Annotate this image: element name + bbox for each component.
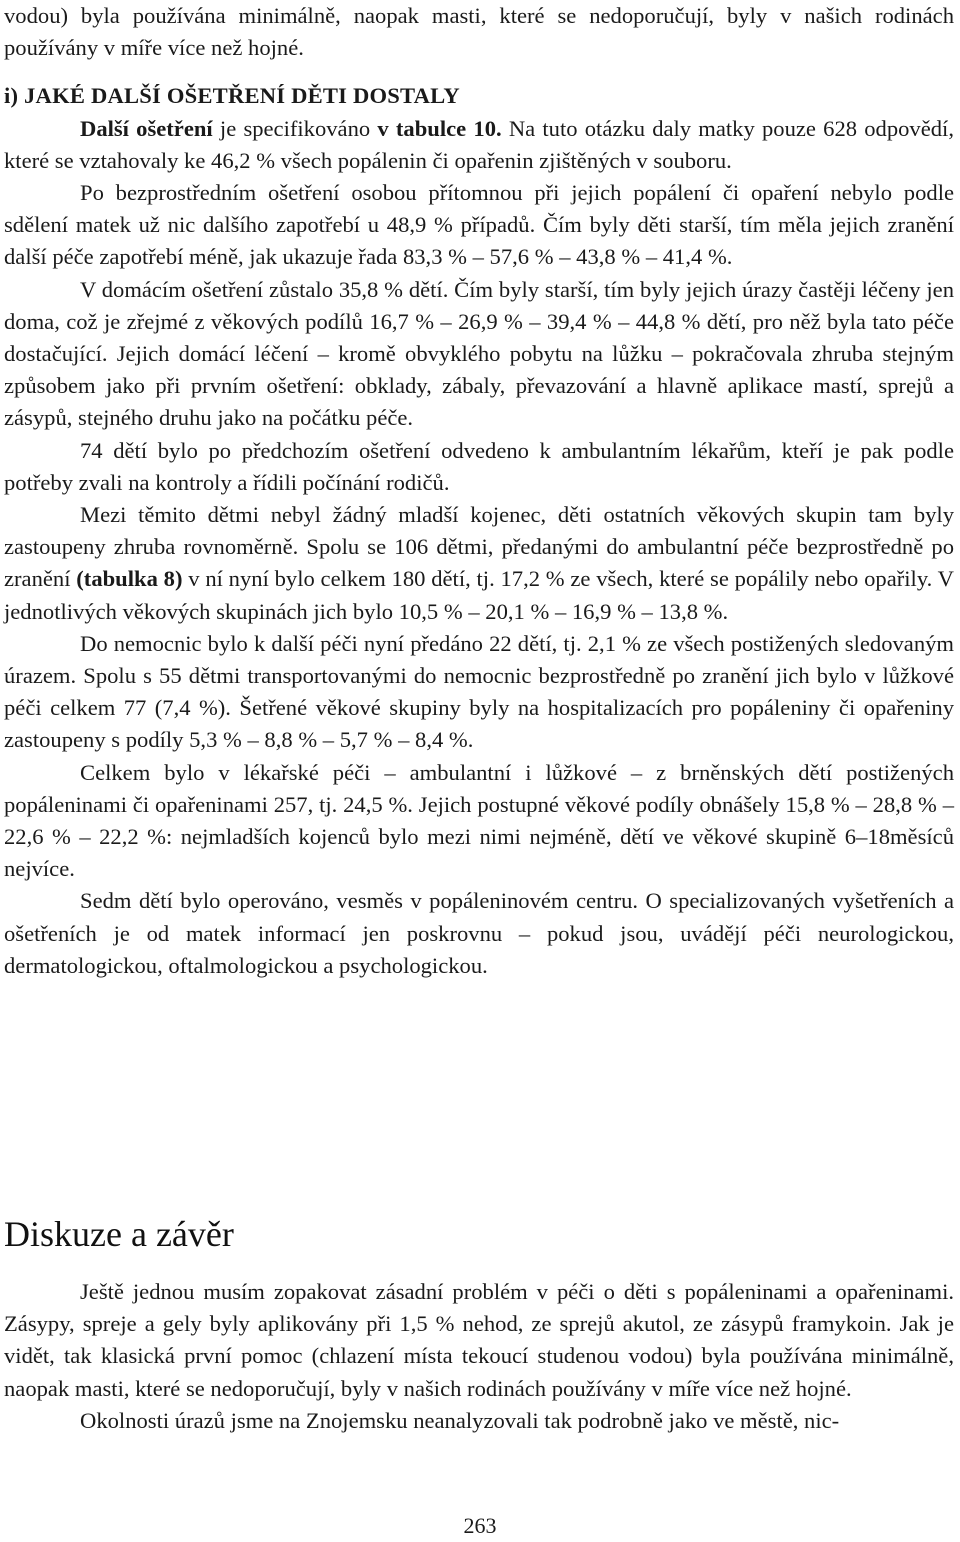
paragraph-further-treatment [4, 113, 954, 177]
paragraph-hospitals: Do nemocnic bylo k další péči nyní předáno 22 dětí, tj. 2,1 % ze všech postižených sledovaným úrazem. Spolu s 55 dětmi transportovanými do nemocnic bezprostředně po zranění jich bylo v lůžkové péči celkem 77 (7,4 %). Šetřené věkové skupiny byly na hospitalizacích pro popáleniny či opařeniny zastoupeny s podíly 5,3 % – 8,8 % – 5,7 % – 8,4 %. [4, 630, 954, 753]
paragraph-medical-care-total: Celkem bylo v lékařské péči – ambulantní i lůžkové – z brněnských dětí postižených popáleninami či opařeninami 257, tj. 24,5 %. Jejich postupné věkové podíly obnášely 15,8 % – 28,8 % – 22,6 % – 22,2 %: nejmladších kojenců bylo mezi nimi nejméně, dětí ve věkové skupině 6–18měsíců nejvíce. [4, 759, 954, 882]
paragraph-immediate-care: Po bezprostředním ošetření osobou přítomnou při jejich popálení či opaření nebylo podle sdělení matek už nic dalšího zapotřebí u 48,9 % případů. Čím byly děti starší, tím měla jejich zranění další péče zapotřebí méně, jak ukazuje řada 83,3 % – 57,6 % – 43,8 % – 41,4 %. [4, 180, 954, 270]
text-span: je specifikováno [212, 115, 378, 141]
paragraph-discussion-1: Ještě jednou musím zopakovat zásadní problém v péči o děti s popáleninami a opařeninami. Zásypy, spreje a gely byly aplikovány při 1,5 % nehod, ze sprejů akutol, ze zásypů framykoin. Jak je vidět, tak klasická první pomoc (chlazení místa tekoucí studenou vodou) byla používána minimálně, naopak masti, které se nedoporučují, byly v našich rodinách používány v míře více než hojné. [4, 1279, 954, 1401]
paragraph-carry-over: vodou) byla používána minimálně, naopak masti, které se nedoporučují, byly v našich rodinách používány v míře více než hojné. [4, 3, 954, 61]
spacer [4, 64, 954, 80]
bold-phrase: v tabulce 10. [377, 115, 502, 141]
paragraph-operations: Sedm dětí bylo operováno, vesměs v popáleninovém centru. O specializovaných vyšetřeních a ošetřeních je od matek informací jen poskrovnu – pokud jsou, uvádějí péči neurologickou, dermatologickou, oftalmologickou a psychologickou. [4, 888, 954, 978]
bold-phrase: Další ošetření [80, 115, 213, 141]
page-number: 263 [463, 1513, 497, 1538]
paragraph-home-care: V domácím ošetření zůstalo 35,8 % dětí. Čím byly starší, tím byly jejich úrazy častěji léčeny jen doma, což je zřejmé z věkových podílů 16,7 % – 26,9 % – 39,4 % – 44,8 % dětí, pro něž byla tato péče dostačující. Jejich domácí léčení – kromě obvyklého pobytu na lůžku – pokračovala zhruba stejným způsobem jako při prvním ošetření: obklady, zábaly, převazování a hlavně aplikace mastí, sprejů a zásypů, stejného druhu jako na počátku péče. [4, 276, 954, 431]
text-span: Na tuto otázku daly matky pouze 628 odpovědí, které se vztahovaly ke 46,2 % všech popálenin či opařenin zjištěných v souboru. [4, 115, 954, 173]
body-text-discussion [4, 1276, 954, 1437]
paragraph-age-groups [4, 499, 954, 628]
paragraph-discussion-2: Okolnosti úrazů jsme na Znojemsku neanalyzovali tak podrobně jako ve městě, nic- [80, 1407, 840, 1433]
paragraph-ambulant-doctors: 74 dětí bylo po předchozím ošetření odvedeno k ambulantním lékařům, kteří je pak podle potřeby zvali na kontroly a řídili počínání rodičů. [4, 437, 954, 495]
text-span: v ní nyní bylo celkem 180 dětí, tj. 17,2 % ze všech, které se popálily nebo opařily. V jednotlivých věkových skupinách jich bylo 10,5 % – 20,1 % – 16,9 % – 13,8 %. [4, 566, 954, 624]
subsection-heading: i) JAKÉ DALŠÍ OŠETŘENÍ DĚTI DOSTALY [4, 83, 460, 109]
text-span: Mezi těmito dětmi nebyl žádný mladší kojenec, děti ostatních věkových skupin tam byly zastoupeny zhruba rovnoměrně. Spolu se 106 dětmi, předanými do ambulantní péče bezprostředně po zranění [4, 502, 954, 592]
bold-phrase: (tabulka 8) [76, 566, 183, 592]
section-title: Diskuze a závěr [4, 1214, 234, 1254]
body-text-top [4, 0, 954, 982]
